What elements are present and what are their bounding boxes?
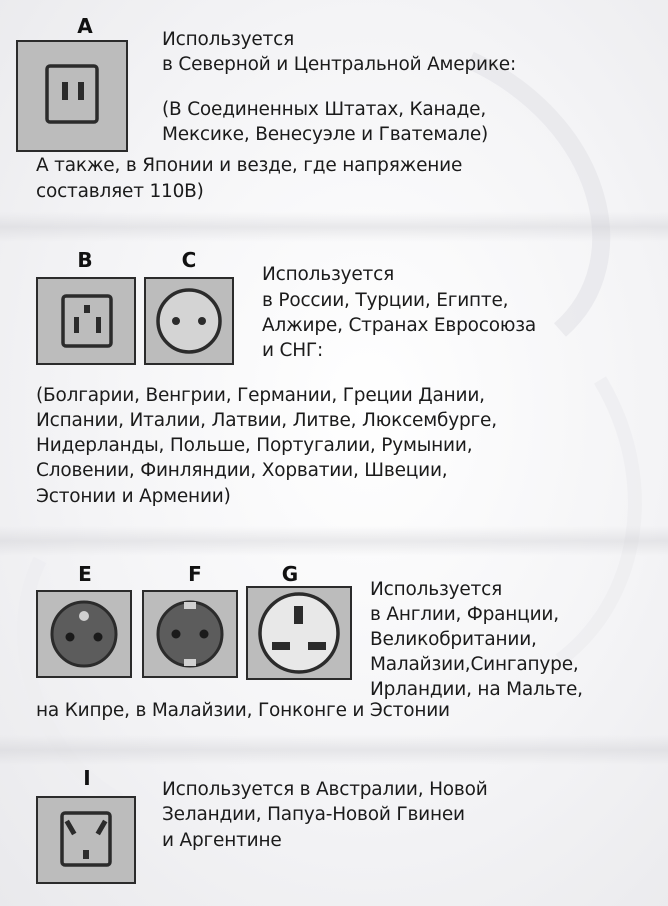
section-bc-line-3: Алжире, Странах Евросоюза (262, 315, 536, 336)
socket-letter-f: F (188, 562, 202, 586)
section-efg-line-6: на Кипре, в Малайзии, Гонконге и Эстонии (36, 700, 450, 721)
section-bc-line-5: (Болгарии, Венгрии, Германии, Греции Дании, (36, 385, 485, 406)
socket-letter-b: B (77, 248, 93, 272)
section-efg-line-1: Используется (370, 579, 502, 600)
section-a-line-5: А также, в Японии и везде, где напряжение (36, 155, 463, 176)
section-efg-line-3: Великобритании, (370, 629, 537, 650)
section-i-line-1: Используется в Австралии, Новой (162, 779, 488, 800)
socket-letter-c: C (181, 248, 197, 272)
section-bc-line-8: Словении, Финляндии, Хорватии, Швеции, (36, 460, 448, 481)
section-a-line-4: Мексике, Венесуэле и Гватемале) (162, 124, 489, 145)
section-bc-line-7: Нидерланды, Польше, Португалии, Румынии, (36, 435, 473, 456)
section-bc-line-9: Эстонии и Армении) (36, 486, 231, 507)
socket-letter-e: E (78, 562, 92, 586)
socket-letter-g: G (281, 562, 299, 586)
section-bc-line-1: Используется (262, 264, 394, 285)
socket-letter-a: A (77, 14, 93, 38)
section-bc-line-2: в России, Турции, Египте, (262, 290, 509, 311)
section-a-line-3: (В Соединенных Штатах, Канаде, (162, 99, 487, 120)
section-efg-line-4: Малайзии,Сингапуре, (370, 654, 579, 675)
section-a-line-1: Используется (162, 29, 294, 50)
section-i-line-2: Зеландии, Папуа-Новой Гвинеи (162, 804, 465, 825)
section-efg-line-5: Ирландии, на Мальте, (370, 679, 583, 700)
section-bc-line-4: и СНГ: (262, 340, 324, 361)
section-a-line-2: в Северной и Центральной Америке: (162, 54, 517, 75)
socket-i-icon (36, 796, 136, 884)
socket-letter-i: I (83, 766, 91, 790)
section-efg-line-2: в Англии, Франции, (370, 604, 559, 625)
section-a-line-6: составляет 110В) (36, 181, 204, 202)
section-bc-line-6: Испании, Италии, Латвии, Литве, Люксембурге, (36, 410, 497, 431)
section-i-line-3: и Аргентине (162, 830, 282, 851)
